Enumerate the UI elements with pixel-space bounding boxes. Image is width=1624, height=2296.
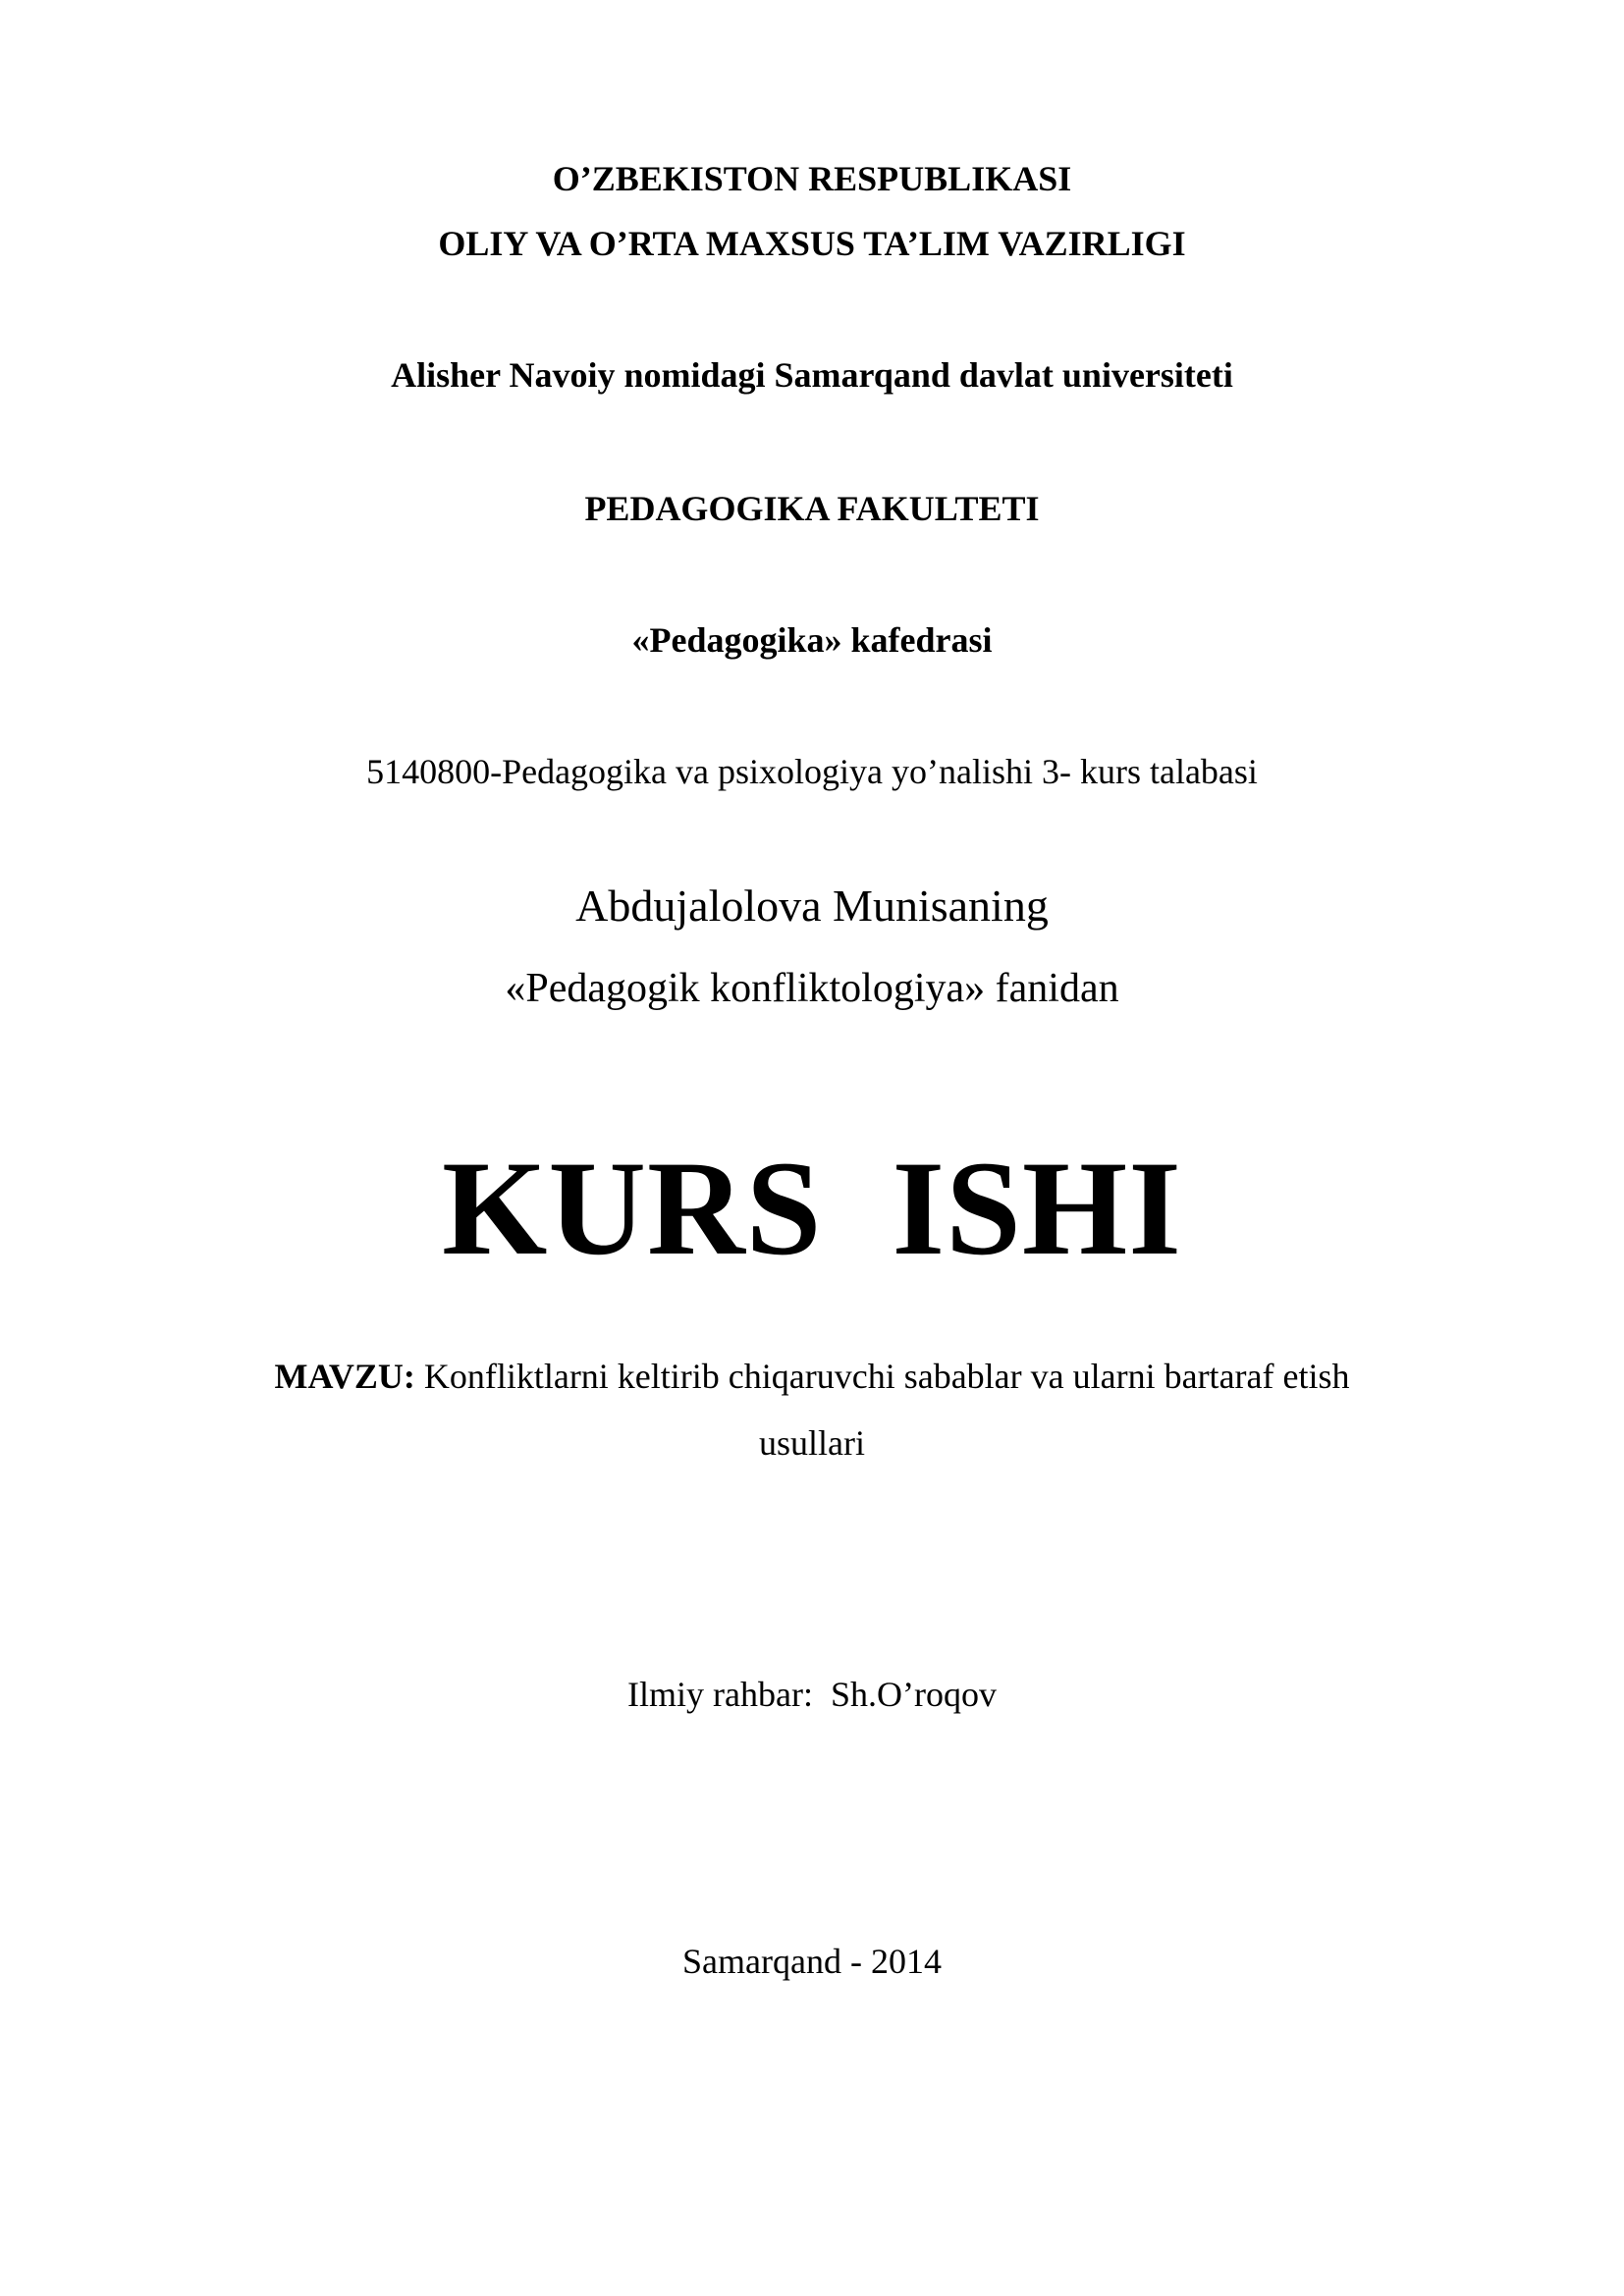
ministry-line-1: O’ZBEKISTON RESPUBLIKASI bbox=[552, 159, 1072, 198]
topic-text: Konfliktlarni keltirib chiqaruvchi sabablar va ularni bartaraf etish bbox=[414, 1357, 1350, 1396]
topic-line-2: usullari bbox=[759, 1423, 865, 1463]
faculty-name: PEDAGOGIKA FAKULTETI bbox=[584, 489, 1040, 528]
work-title: KURS ISHI bbox=[442, 1133, 1182, 1283]
subject-name: «Pedagogik konfliktologiya» fanidan bbox=[505, 966, 1119, 1011]
supervisor-name: Sh.O’roqov bbox=[830, 1675, 997, 1714]
place-year: Samarqand - 2014 bbox=[682, 1942, 942, 1981]
study-direction: 5140800-Pedagogika va psixologiya yo’nalishi 3- kurs talabasi bbox=[366, 752, 1258, 791]
university-name: Alisher Navoiy nomidagi Samarqand davlat universiteti bbox=[391, 355, 1233, 395]
supervisor-label: Ilmiy rahbar: bbox=[627, 1675, 813, 1714]
supervisor bbox=[0, 1677, 1624, 1712]
topic-label: MAVZU: bbox=[274, 1357, 415, 1396]
ministry-line-2: OLIY VA O’RTA MAXSUS TA’LIM VAZIRLIGI bbox=[438, 224, 1186, 263]
department-name: «Pedagogika» kafedrasi bbox=[631, 620, 993, 660]
student-name: Abdujalolova Munisaning bbox=[575, 881, 1049, 931]
topic-line-1 bbox=[0, 1359, 1624, 1394]
